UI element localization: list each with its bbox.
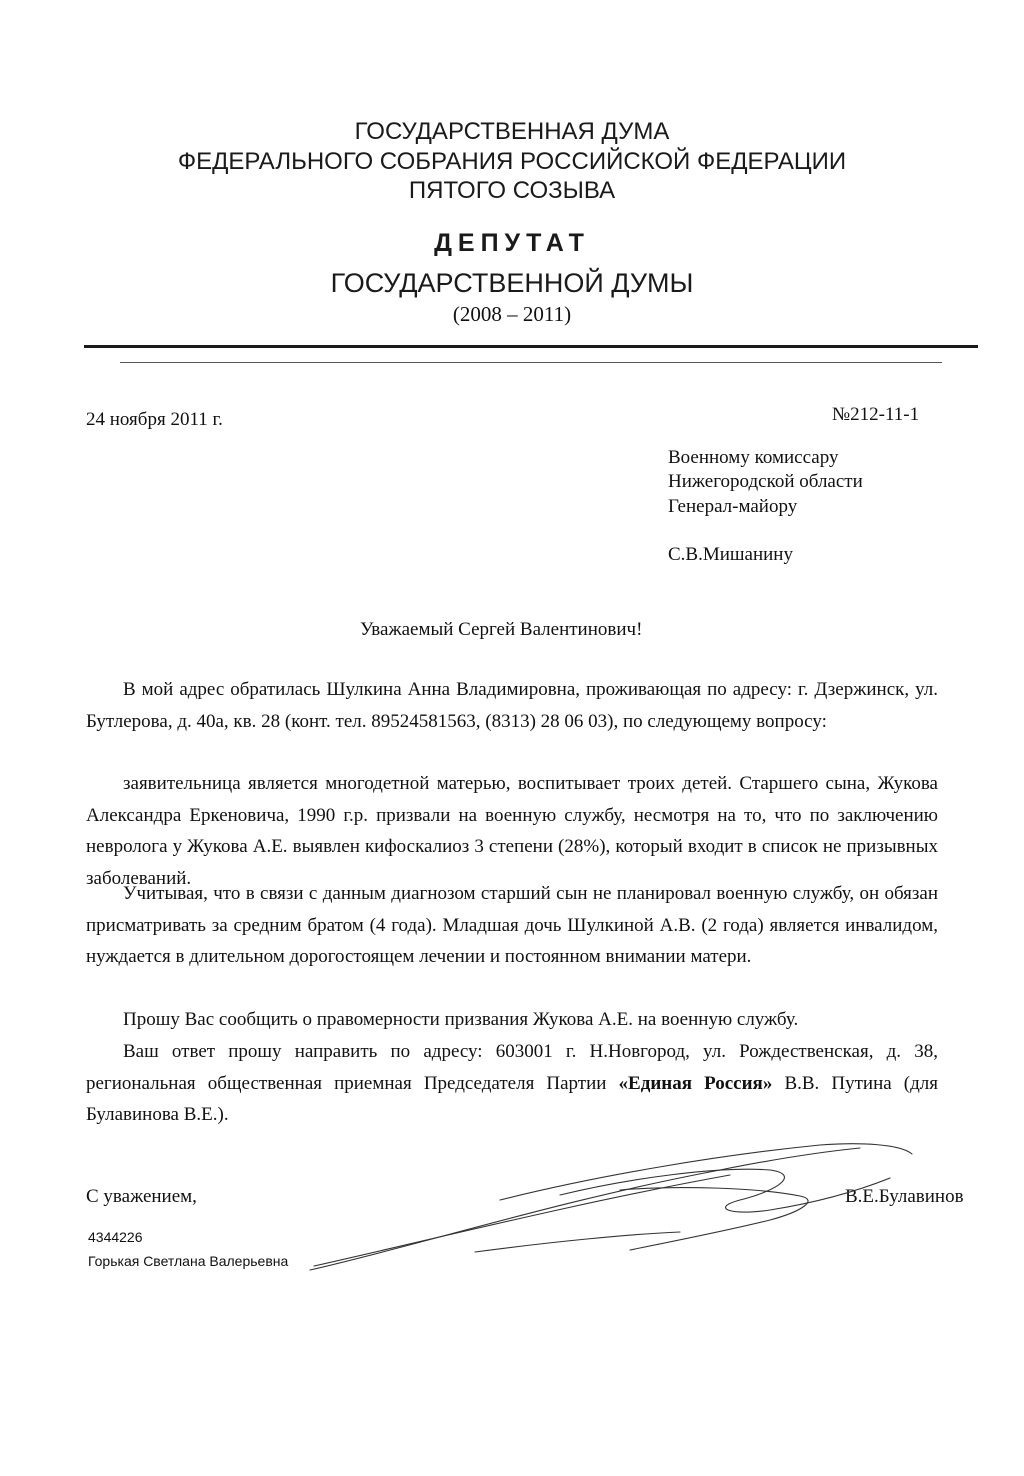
body-paragraph-1: В мой адрес обратилась Шулкина Анна Владимировна, проживающая по адресу: г. Дзержинск, ул. Бутлерова, д. 40а, кв. 28 (конт. тел. 89524581563, (8313) 28 06 03), по следующему вопросу: [86, 679, 938, 732]
header-years: (2008 – 2011) [452, 302, 572, 326]
recipient-name: С.В.Мишанину [668, 544, 793, 565]
recipient-line-3: Генерал-майору [668, 496, 798, 517]
handwritten-signature [300, 1130, 920, 1280]
salutation: Уважаемый Сергей Валентинович! [360, 619, 643, 640]
closing-regards: С уважением, [86, 1186, 197, 1207]
recipient-line-2: Нижегородской области [668, 471, 863, 492]
letter-date: 24 ноября 2011 г. [86, 409, 223, 430]
header-line-2: ФЕДЕРАЛЬНОГО СОБРАНИЯ РОССИЙСКОЙ ФЕДЕРАЦИИ [177, 148, 847, 175]
footer-executor: Горькая Светлана Валерьевна [88, 1253, 289, 1269]
body-paragraph-4: Прошу Вас сообщить о правомерности призвания Жукова А.Е. на военную службу. [123, 1009, 799, 1030]
header-rule-thin [120, 362, 942, 363]
signer-name: В.Е.Булавинов [845, 1186, 964, 1207]
body-paragraph-3: Учитывая, что в связи с данным диагнозом старший сын не планировал военную службу, он обязан присматривать за средним братом (4 года). Младшая дочь Шулкиной А.В. (2 года) является инвалидом, нуждается в длительном дорогостоящем лечении и постоянном внимании матери. [86, 883, 938, 967]
body-paragraph-2: заявительница является многодетной матерью, воспитывает троих детей. Старшего сына, Жукова Александра Еркеновича, 1990 г.р. призвали на военную службу, несмотря на то, что по заключению невролога у Жукова А.Е. выявлен кифоскалиоз 3 степени (28%), который входит в список не призывных заболеваний. [86, 773, 938, 889]
header-title: ДЕПУТАТ [434, 229, 590, 257]
party-name: «Единая Россия» [618, 1072, 773, 1094]
recipient-line-1: Военному комиссару [668, 447, 839, 468]
header-subtitle: ГОСУДАРСТВЕННОЙ ДУМЫ [330, 268, 694, 298]
body-paragraph-5: Ваш ответ прошу направить по адресу: 603001 г. Н.Новгород, ул. Рождественская, д. 38, региональная общественная приемная Председателя Партии «Единая Россия» В.В. Путина (для Булавинова В.Е.). [86, 1041, 938, 1125]
header-line-1: ГОСУДАРСТВЕННАЯ ДУМА [354, 118, 670, 145]
header-line-3: ПЯТОГО СОЗЫВА [408, 177, 616, 204]
letter-number: №212-11-1 [832, 404, 920, 425]
header-rule-thick [84, 345, 978, 348]
footer-phone: 4344226 [88, 1229, 143, 1245]
